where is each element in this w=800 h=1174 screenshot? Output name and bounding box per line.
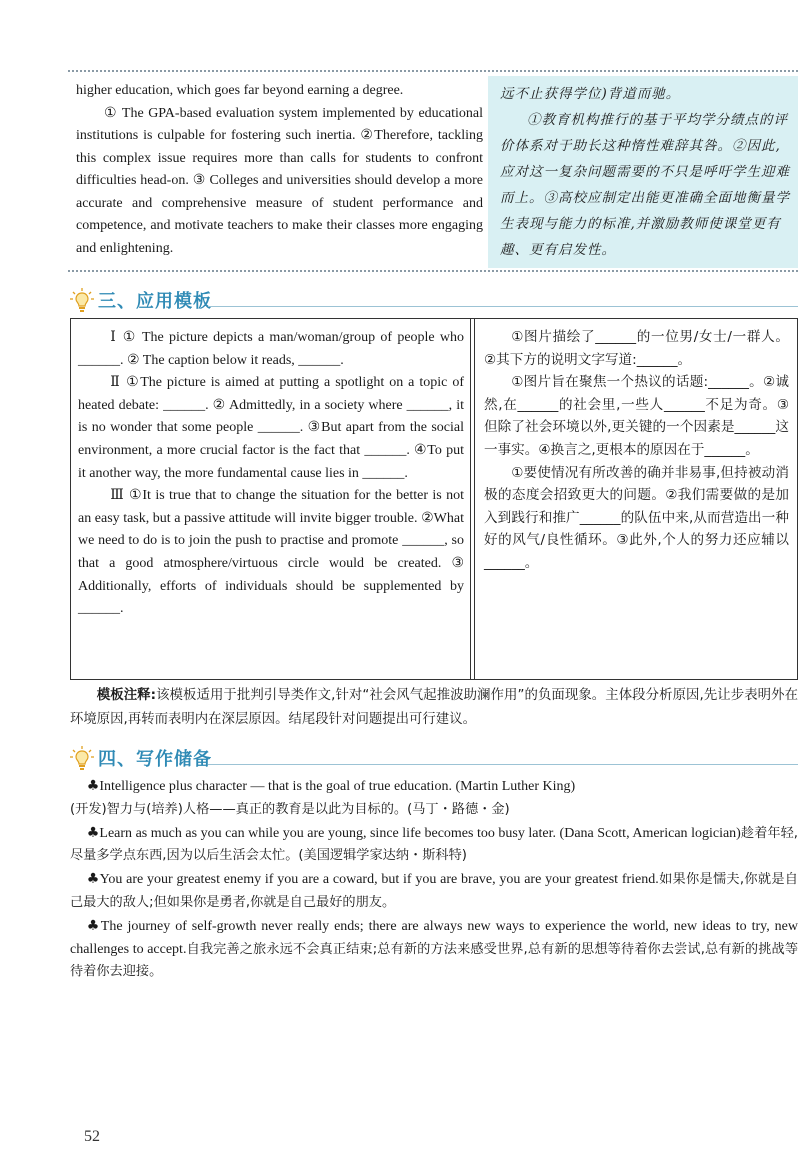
quote-item [70,915,798,984]
quote-item [70,822,798,869]
quote-item [70,775,798,822]
quotes-list [70,775,798,984]
template-cn-part-2: ①图片旨在聚焦一个热议的话题:______。②诚然,在______的社会里,一些人______不足为奇。③但除了社会环境以外,更关键的一个因素是______这一事实。④换言之,更根本的原因在于______。 [484,374,789,458]
section-rule [208,764,798,765]
template-chinese-column [484,326,789,575]
note-text: 该模板适用于批判引导类作文,针对“社会风气起推波助澜作用”的负面现象。主体段分析原因,先让步表明外在环境原因,再转而表明内在深层原因。结尾段针对问题提出可行建议。 [70,688,798,727]
top-en-para-1: higher education, which goes far beyond earning a degree. [76,83,404,98]
club-suit-icon: ♣ [86,778,100,794]
lightbulb-icon [70,745,94,771]
section-rule [208,306,798,307]
template-en-part-1: Ⅰ ① The picture depicts a man/woman/group of people who ______. ② The caption below it reads, ______. [78,330,464,368]
quote-cn: (开发)智力与(培养)人格——真正的教育是以此为目标的。(马丁・路德・金) [70,801,510,817]
template-cn-part-3: ①要使情况有所改善的确并非易事,但持被动消极的态度会招致更大的问题。②我们需要做的是加入到践行和推广______的队伍中来,从而营造出一种好的风气/良性循环。③此外,个人的努力还应辅以______。 [484,464,789,571]
top-cn-para-2: ①教育机构推行的基于平均学分绩点的评价体系对于助长这种惰性难辞其咎。②因此,应对这一复杂问题需要的不只是呼吁学生迎难而上。③高校应制定出能更准确全面地衡量学生表现与能力的标准,并激励教师使课堂更有趣、更有启发性。 [500,112,790,258]
section-header-writing-reserve [70,745,798,771]
quote-cn: 如果你是懦夫,你就是自己最大的敌人;但如果你是勇者,你就是自己最好的朋友。 [70,872,798,910]
page-number: 52 [84,1128,100,1145]
table-divider [470,319,471,679]
quote-en: Learn as much as you can while you are young, since life becomes too busy later. (Dana Scott, American logician) [99,825,741,841]
section-title: 四、写作储备 [98,749,212,770]
top-dotted-divider [68,70,798,72]
top-chinese-box [488,76,798,268]
template-cn-part-1: ①图片描绘了______的一位男/女士/一群人。②其下方的说明文字写道:______。 [484,329,789,368]
template-table [70,318,798,680]
quote-en: Intelligence plus character — that is the goal of true education. (Martin Luther King) [99,779,576,794]
quote-en: The journey of self-growth never really ends; there are always new ways to experience the world, new ideas to try, new challenges to accept. [70,918,798,957]
table-divider [474,319,475,679]
mid-dotted-divider [68,270,798,272]
quote-cn: 自我完善之旅永远不会真正结束;总有新的方法来感受世界,总有新的思想等待着你去尝试,总有新的挑战等待着你去迎接。 [70,941,799,980]
top-english-text [76,80,483,260]
template-en-part-3: Ⅲ ①It is true that to change the situation for the better is not an easy task, but a passive attitude will invite bigger trouble. ②What we need to do is to join the push to practise and promote ______, so that a good atmosphere/virtuous circle would be created. ③ Additionally, efforts of individuals should be supplemented by ______. [78,488,464,617]
top-en-para-2: ① The GPA-based evaluation system implemented by educational institutions is culpable for fostering such inertia. ②Therefore, tackling this complex issue requires more than calls for students to confront difficulties head-on. ③ Colleges and universities should develop a more accurate and comprehensive measure of student performance and competence, and motivate teachers to make their classes more engaging and enlightening. [76,105,483,256]
top-cn-para-1: 远不止获得学位)背道而驰。 [500,86,681,102]
quote-cn: 趁着年轻,尽量多学点东西,因为以后生活会太忙。(美国逻辑学家达纳・斯科特) [70,825,798,864]
club-suit-icon: ♣ [86,824,100,841]
club-suit-icon: ♣ [86,917,101,934]
template-english-column [78,327,464,621]
club-suit-icon: ♣ [86,871,100,888]
section-title: 三、应用模板 [98,291,212,312]
lightbulb-icon [70,287,94,313]
note-label: 模板注释: [96,688,157,703]
quote-item [70,868,798,915]
template-en-part-2: Ⅱ ①The picture is aimed at putting a spotlight on a topic of heated debate: ______. ② Admittedly, in a society where ______, it is no wonder that some people ______. ③But apart from the social environment, a more crucial factor is the fact that ______. ④To put it another way, the more fundamental cause lies in ______. [78,375,464,481]
section-header-templates [70,287,798,313]
template-note [70,684,798,732]
quote-en: You are your greatest enemy if you are a coward, but if you are brave, you are your greatest friend. [99,872,659,888]
